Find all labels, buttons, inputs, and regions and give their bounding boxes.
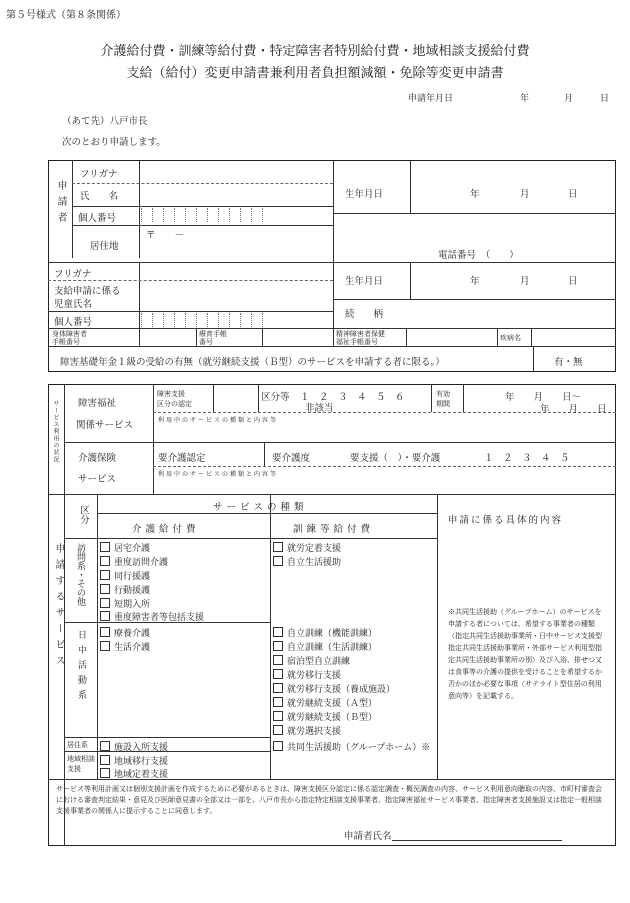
train-item-selection[interactable]: 就労選択支援 <box>273 724 341 737</box>
child-name-label-line2: 児童氏名 <box>54 299 93 310</box>
child-birth-label: 生年月日 <box>345 276 384 287</box>
train-item-overnight[interactable]: 宿泊型自立訓練 <box>273 654 350 667</box>
valid-from: 年 月 日～ <box>505 392 582 403</box>
child-furigana-label: フリガナ <box>54 269 92 280</box>
signature-label: 申請者氏名 <box>344 831 392 842</box>
applicant-birth-month: 月 <box>520 189 530 200</box>
disability-in-use-label: 利用中のサービスの種類と内容等 <box>158 417 279 424</box>
care-benefit-header: 介護給付費 <box>132 524 200 535</box>
applicant-name-label: 氏 名 <box>80 191 119 202</box>
applicant-section-label: 申請者 <box>55 180 66 228</box>
train-item-employment-retention[interactable]: 就労定着支援 <box>273 541 341 554</box>
requested-service-side-label: 申請するサービス <box>53 543 64 671</box>
care-cert-label: 要介護認定 <box>158 453 206 464</box>
checkbox-icon[interactable] <box>273 542 283 552</box>
checkbox-icon[interactable] <box>273 627 283 637</box>
care-item-accompany[interactable]: 同行援護 <box>100 569 150 582</box>
physical-notebook-label-2: 手帳番号 <box>52 338 80 346</box>
applicant-birth-day: 日 <box>568 189 578 200</box>
train-item-independent-living[interactable]: 自立生活援助 <box>273 555 341 568</box>
signature-line[interactable] <box>392 840 562 841</box>
application-date-day: 日 <box>600 94 610 104</box>
train-item-functional[interactable]: 自立訓練（機能訓練） <box>273 626 377 639</box>
visit-group-label: 訪問系・その他 <box>75 543 85 606</box>
training-benefit-header: 訓練等給付費 <box>293 524 375 535</box>
consent-text: サービス等利用計画又は個別支援計画を作成するために必要があるときは、障害支援区分認定に係る認定調査・概況調査の内容、サービス利用意向聴取の内容、市町村審査会における審査判定結果・意見及び医師意見書の全部又は一部を、八戸市長から指定特定相談支援事業者、指定障害福祉サービス事業者、指定障害者支援施設又は指定一般相談支援事業者の関係人に提示することに同意します。 <box>56 785 602 815</box>
care-in-use-label: 利用中のサービスの種類と内容等 <box>158 471 279 478</box>
valid-period-label-1: 有効 <box>436 390 450 398</box>
care-item-behavior[interactable]: 行動援護 <box>100 583 150 596</box>
care-item-home-care[interactable]: 居宅介護 <box>100 541 150 554</box>
checkbox-icon[interactable] <box>100 556 110 566</box>
checkbox-icon[interactable] <box>273 556 283 566</box>
rehab-notebook-label-2: 番号 <box>199 338 213 346</box>
checkbox-icon[interactable] <box>100 627 110 637</box>
applicant-furigana-label: フリガナ <box>80 169 118 180</box>
residence-group-label: 居住系 <box>67 741 88 749</box>
pension-answer[interactable]: 有・無 <box>554 357 583 368</box>
checkbox-icon[interactable] <box>100 641 110 651</box>
train-item-continuation-a[interactable]: 就労継続支援（Ａ型） <box>273 696 377 709</box>
train-item-life[interactable]: 自立訓練（生活訓練） <box>273 640 377 653</box>
day-activity-group-label: 日中活動系 <box>76 630 86 705</box>
form-number: 第５号様式（第８条関係） <box>6 10 126 21</box>
train-item-group-home[interactable]: 共同生活援助（グループホーム）※ <box>273 740 430 753</box>
community-group-label: 地域相談支援 <box>67 755 95 773</box>
checkbox-icon[interactable] <box>100 584 110 594</box>
form-title-line1: 介護給付費・訓練等給付費・特定障害者特別給付費・地域相談支援給付費 <box>100 44 530 59</box>
category-label: 区分等 <box>261 392 290 403</box>
care-item-severe-visit[interactable]: 重度訪問介護 <box>100 555 168 568</box>
detail-header: 申請に係る具体的内容 <box>448 515 564 526</box>
train-item-transition[interactable]: 就労移行支援 <box>273 668 341 681</box>
support-category-label-1: 障害支援 <box>157 390 185 398</box>
care-insurance-label-2: サービス <box>78 474 117 485</box>
child-birth-month: 月 <box>520 276 530 287</box>
valid-to: 年 月 日 <box>540 404 607 415</box>
checkbox-icon[interactable] <box>273 641 283 651</box>
checkbox-icon[interactable] <box>100 598 110 608</box>
checkbox-icon[interactable] <box>273 697 283 707</box>
category-numbers[interactable]: １ ２ ３ ４ ５ ６ <box>300 392 405 403</box>
child-name-label-line1: 支給申請に係る <box>54 286 121 297</box>
checkbox-icon[interactable] <box>273 683 283 693</box>
care-level-label: 要介護度 <box>272 453 311 464</box>
care-level-numbers[interactable]: １ ２ ３ ４ ５ <box>484 453 570 464</box>
child-relation-label: 続 柄 <box>345 309 384 320</box>
usage-side-label: サービス利用の状況 <box>52 400 59 463</box>
train-item-transition-school[interactable]: 就労移行支援（養成施設） <box>273 682 395 695</box>
checkbox-icon[interactable] <box>273 655 283 665</box>
application-date-label: 申請年月日 <box>408 94 454 104</box>
checkbox-icon[interactable] <box>273 669 283 679</box>
applicant-birth-label: 生年月日 <box>345 189 384 200</box>
care-item-medical-care[interactable]: 療養介護 <box>100 626 150 639</box>
physical-notebook-label-1: 身体障害者 <box>52 330 87 338</box>
checkbox-icon[interactable] <box>100 611 110 621</box>
applicant-mynumber-label: 個人番号 <box>78 213 117 224</box>
residence-item-facility[interactable]: 施設入所支援 <box>100 740 168 753</box>
community-item-settlement[interactable]: 地域定着支援 <box>100 767 168 780</box>
applicant-phone[interactable]: 電話番号 （ ） <box>438 250 519 261</box>
community-item-transition[interactable]: 地域移行支援 <box>100 754 168 767</box>
kubun-label: 区分 <box>78 505 89 524</box>
checkbox-icon[interactable] <box>100 741 110 751</box>
applicant-address-label: 居住地 <box>90 241 119 252</box>
checkbox-icon[interactable] <box>100 768 110 778</box>
train-item-continuation-b[interactable]: 就労継続支援（Ｂ型） <box>273 710 377 723</box>
valid-period-label-2: 期間 <box>436 400 450 408</box>
mental-notebook-label-1: 精神障害者保健 <box>336 330 385 338</box>
child-mynumber-label: 個人番号 <box>54 317 93 328</box>
child-birth-day: 日 <box>568 276 578 287</box>
pension-question: 障害基礎年金１級の受給の有無（就労継続支援（Ｂ型）のサービスを申請する者に限る。） <box>60 357 445 368</box>
child-birth-year: 年 <box>470 276 480 287</box>
form-title-line2: 支給（給付）変更申請書兼利用者負担額減額・免除等変更申請書 <box>126 66 504 81</box>
group-home-note: ※共同生活援助（グループホーム）のサービスを申請する者については、希望する事業者の種類（指定共同生活援助事業所・日中サービス支援型指定共同生活援助事業所・外部サービス利用型指定共同生活援助事業所の別）及び入浴、排せつ又は食事等の介護の提供を受けることを希望するか否かのほか必要な事項（サテライト型住居の利用意向等）を記載する。 <box>448 608 602 700</box>
checkbox-icon[interactable] <box>273 741 283 751</box>
checkbox-icon[interactable] <box>100 570 110 580</box>
care-item-short-stay[interactable]: 短期入所 <box>100 597 150 610</box>
mental-notebook-label-2: 福祉手帳番号 <box>336 338 378 346</box>
applicant-mynumber-boxes[interactable] <box>141 208 273 222</box>
application-date-month: 月 <box>564 94 574 104</box>
intro-text: 次のとおり申請します。 <box>62 137 166 148</box>
addressee: （あて先）八戸市長 <box>62 116 148 127</box>
service-types-header: サービスの種類 <box>213 502 308 513</box>
application-date-year: 年 <box>520 94 530 104</box>
disability-service-label-2: 関係サービス <box>76 420 134 431</box>
disability-service-label-1: 障害福祉 <box>78 398 117 409</box>
rehab-notebook-label-1: 療育手帳 <box>199 330 227 338</box>
checkbox-icon[interactable] <box>100 755 110 765</box>
support-category-label-2: 区分の認定 <box>157 400 192 408</box>
care-insurance-label-1: 介護保険 <box>78 453 117 464</box>
care-item-life-care[interactable]: 生活介護 <box>100 640 150 653</box>
checkbox-icon[interactable] <box>273 725 283 735</box>
care-support-level[interactable]: 要支援（ ）・要介護 <box>350 453 441 464</box>
checkbox-icon[interactable] <box>100 542 110 552</box>
checkbox-icon[interactable] <box>273 711 283 721</box>
applicant-birth-year: 年 <box>470 189 480 200</box>
care-item-comprehensive[interactable]: 重度障害者等包括支援 <box>100 610 204 623</box>
applicant-postal-code[interactable]: 〒 － <box>146 230 185 241</box>
not-applicable[interactable]: 非該当 <box>305 403 334 414</box>
child-mynumber-boxes[interactable] <box>141 313 273 327</box>
disease-label: 疾病名 <box>500 334 521 342</box>
